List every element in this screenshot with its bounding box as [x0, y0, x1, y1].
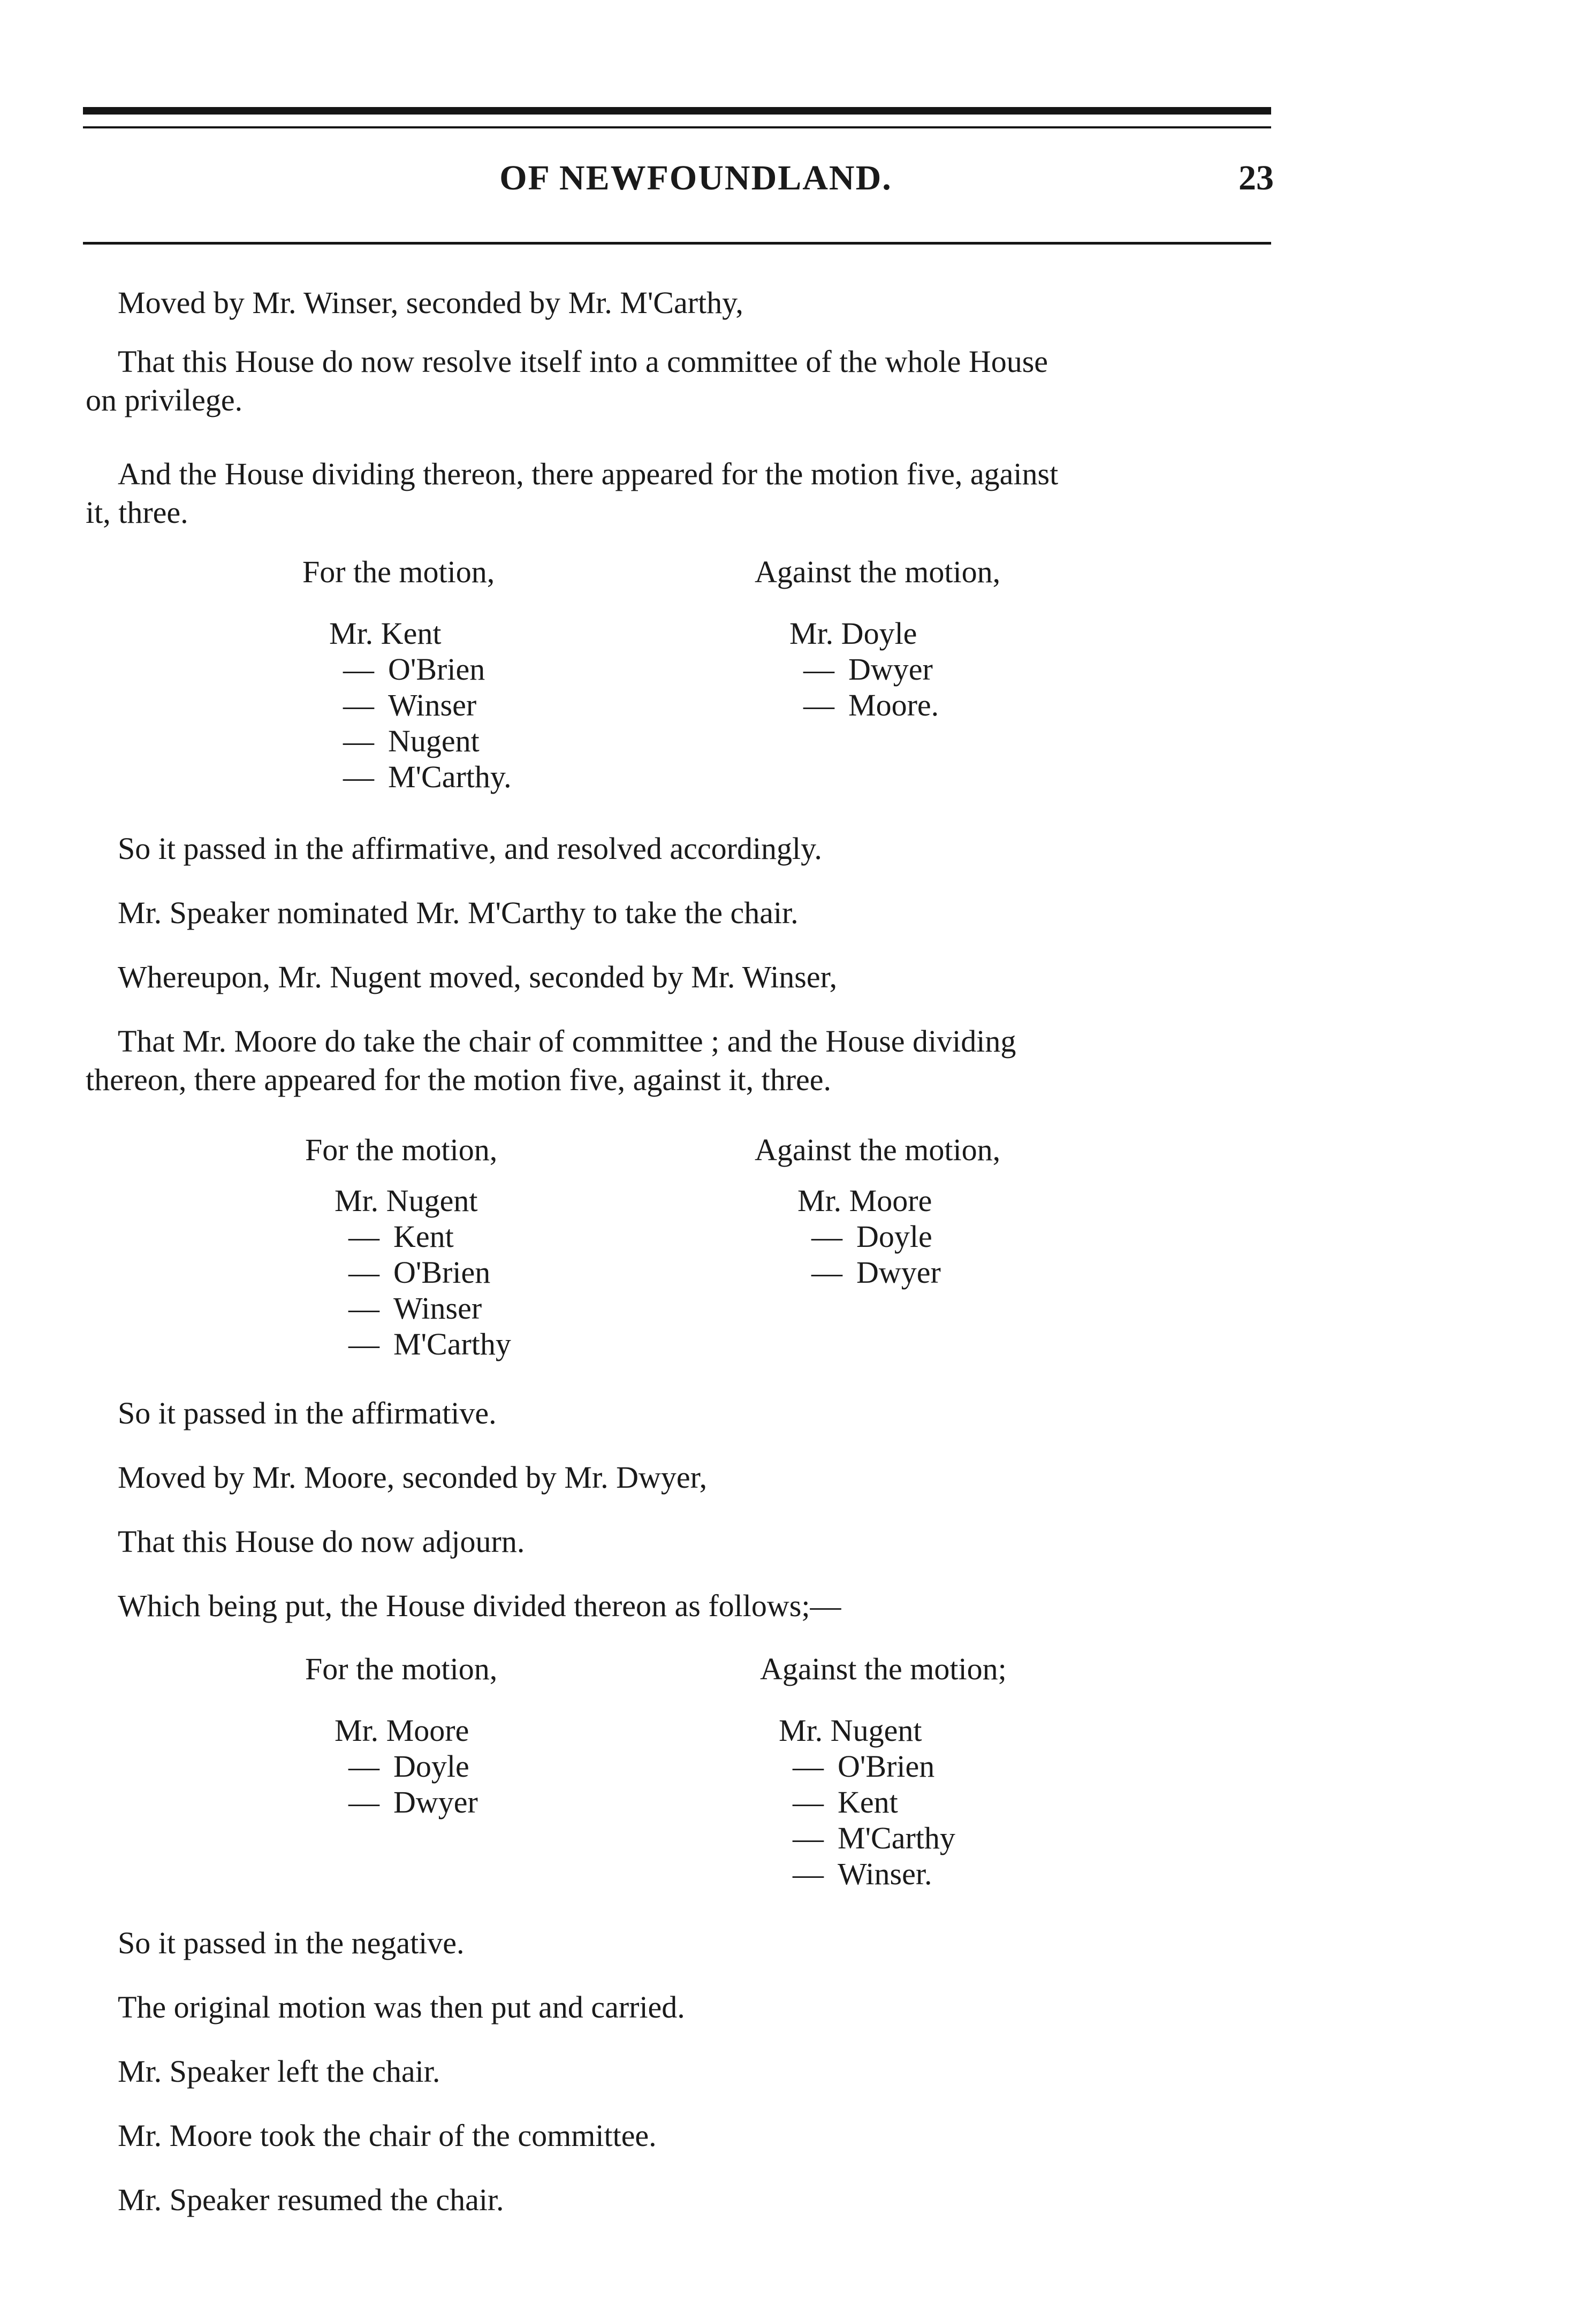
- division3-against-list: [779, 1712, 955, 1892]
- top-rule-thin: [83, 126, 1271, 128]
- division1-for-name: Winser: [388, 688, 477, 722]
- paragraph-resolve-line2: on privilege.: [86, 383, 243, 417]
- dash-glyph: —: [803, 688, 834, 722]
- paragraph-negative: So it passed in the negative.: [118, 1925, 465, 1960]
- dash-glyph: —: [348, 1327, 379, 1361]
- dash-glyph: —: [793, 1856, 824, 1891]
- dash-glyph: —: [348, 1785, 379, 1820]
- division1-against-list: [789, 615, 939, 723]
- division3-against-name: Winser.: [838, 1856, 932, 1891]
- division2-against-name: Mr. Moore: [797, 1183, 932, 1218]
- paragraph-speaker-nominated: Mr. Speaker nominated Mr. M'Carthy to take the chair.: [118, 895, 799, 930]
- division3-for-name: Dwyer: [393, 1785, 478, 1820]
- division3-against-name: Kent: [838, 1785, 898, 1820]
- division3-for-name: Doyle: [393, 1749, 469, 1784]
- division2-against-name: Doyle: [856, 1219, 932, 1254]
- division1-for-list: [329, 615, 512, 795]
- dash-glyph: —: [343, 652, 374, 687]
- paragraph-nugent-moved: Whereupon, Mr. Nugent moved, seconded by Mr. Winser,: [118, 960, 838, 994]
- division2-against-list: [797, 1183, 941, 1290]
- division3-against-heading: Against the motion;: [760, 1651, 1007, 1686]
- paragraph-moore-chair-line1: That Mr. Moore do take the chair of committee ; and the House dividing: [118, 1024, 1016, 1059]
- division2-for-name: O'Brien: [393, 1255, 491, 1290]
- division1-for-name: Mr. Kent: [329, 616, 442, 651]
- paragraph-speaker-left: Mr. Speaker left the chair.: [118, 2054, 440, 2089]
- dash-glyph: —: [793, 1821, 824, 1855]
- dash-glyph: —: [343, 724, 374, 758]
- paragraph-affirmative: So it passed in the affirmative.: [118, 1396, 497, 1430]
- division2-for-list: [335, 1183, 511, 1362]
- division2-for-heading: For the motion,: [305, 1132, 498, 1167]
- division1-for-name: Nugent: [388, 724, 480, 758]
- division2-for-name: Mr. Nugent: [335, 1183, 478, 1218]
- division3-against-name: M'Carthy: [838, 1821, 955, 1855]
- division2-against-heading: Against the motion,: [755, 1132, 1001, 1167]
- division3-for-name: Mr. Moore: [335, 1713, 469, 1748]
- paragraph-moore-chair-line2: thereon, there appeared for the motion five, against it, three.: [86, 1062, 832, 1097]
- dash-glyph: —: [348, 1291, 379, 1326]
- page-number: 23: [1238, 158, 1274, 197]
- paragraph-adjourn: That this House do now adjourn.: [118, 1524, 525, 1559]
- dash-glyph: —: [348, 1255, 379, 1290]
- dash-glyph: —: [811, 1219, 842, 1254]
- division2-for-name: Winser: [393, 1291, 482, 1326]
- header-rule: [83, 242, 1271, 245]
- paragraph-original-motion: The original motion was then put and carried.: [118, 1990, 685, 2024]
- division1-for-name: M'Carthy.: [388, 759, 512, 794]
- running-header-title: OF NEWFOUNDLAND.: [499, 158, 892, 197]
- division3-for-list: [335, 1712, 478, 1820]
- paragraph-which-being-put: Which being put, the House divided thereon as follows;—: [118, 1588, 841, 1623]
- paragraph-dividing-line1: And the House dividing thereon, there appeared for the motion five, against: [118, 456, 1059, 491]
- paragraph-dividing-line2: it, three.: [86, 495, 188, 530]
- division2-for-name: Kent: [393, 1219, 454, 1254]
- top-rule-thick: [83, 107, 1271, 115]
- paragraph-moved-winser: Moved by Mr. Winser, seconded by Mr. M'Carthy,: [118, 285, 743, 320]
- dash-glyph: —: [793, 1749, 824, 1784]
- division1-for-heading: For the motion,: [302, 554, 495, 589]
- division3-for-heading: For the motion,: [305, 1651, 498, 1686]
- dash-glyph: —: [343, 759, 374, 794]
- division3-against-name: O'Brien: [838, 1749, 935, 1784]
- paragraph-speaker-resumed: Mr. Speaker resumed the chair.: [118, 2182, 504, 2217]
- division1-against-name: Mr. Doyle: [789, 616, 917, 651]
- division1-against-name: Dwyer: [848, 652, 933, 687]
- division1-against-heading: Against the motion,: [755, 554, 1001, 589]
- paragraph-moved-moore: Moved by Mr. Moore, seconded by Mr. Dwyer,: [118, 1460, 708, 1495]
- dash-glyph: —: [348, 1219, 379, 1254]
- dash-glyph: —: [793, 1785, 824, 1820]
- division1-against-name: Moore.: [848, 688, 939, 722]
- paragraph-affirmative-resolved: So it passed in the affirmative, and resolved accordingly.: [118, 831, 822, 866]
- paragraph-moore-took-chair: Mr. Moore took the chair of the committee.: [118, 2118, 657, 2153]
- division3-against-name: Mr. Nugent: [779, 1713, 922, 1748]
- dash-glyph: —: [343, 688, 374, 722]
- dash-glyph: —: [811, 1255, 842, 1290]
- division1-for-name: O'Brien: [388, 652, 485, 687]
- dash-glyph: —: [803, 652, 834, 687]
- division2-against-name: Dwyer: [856, 1255, 941, 1290]
- dash-glyph: —: [348, 1749, 379, 1784]
- division2-for-name: M'Carthy: [393, 1327, 511, 1361]
- paragraph-resolve-line1: That this House do now resolve itself into a committee of the whole House: [118, 344, 1048, 379]
